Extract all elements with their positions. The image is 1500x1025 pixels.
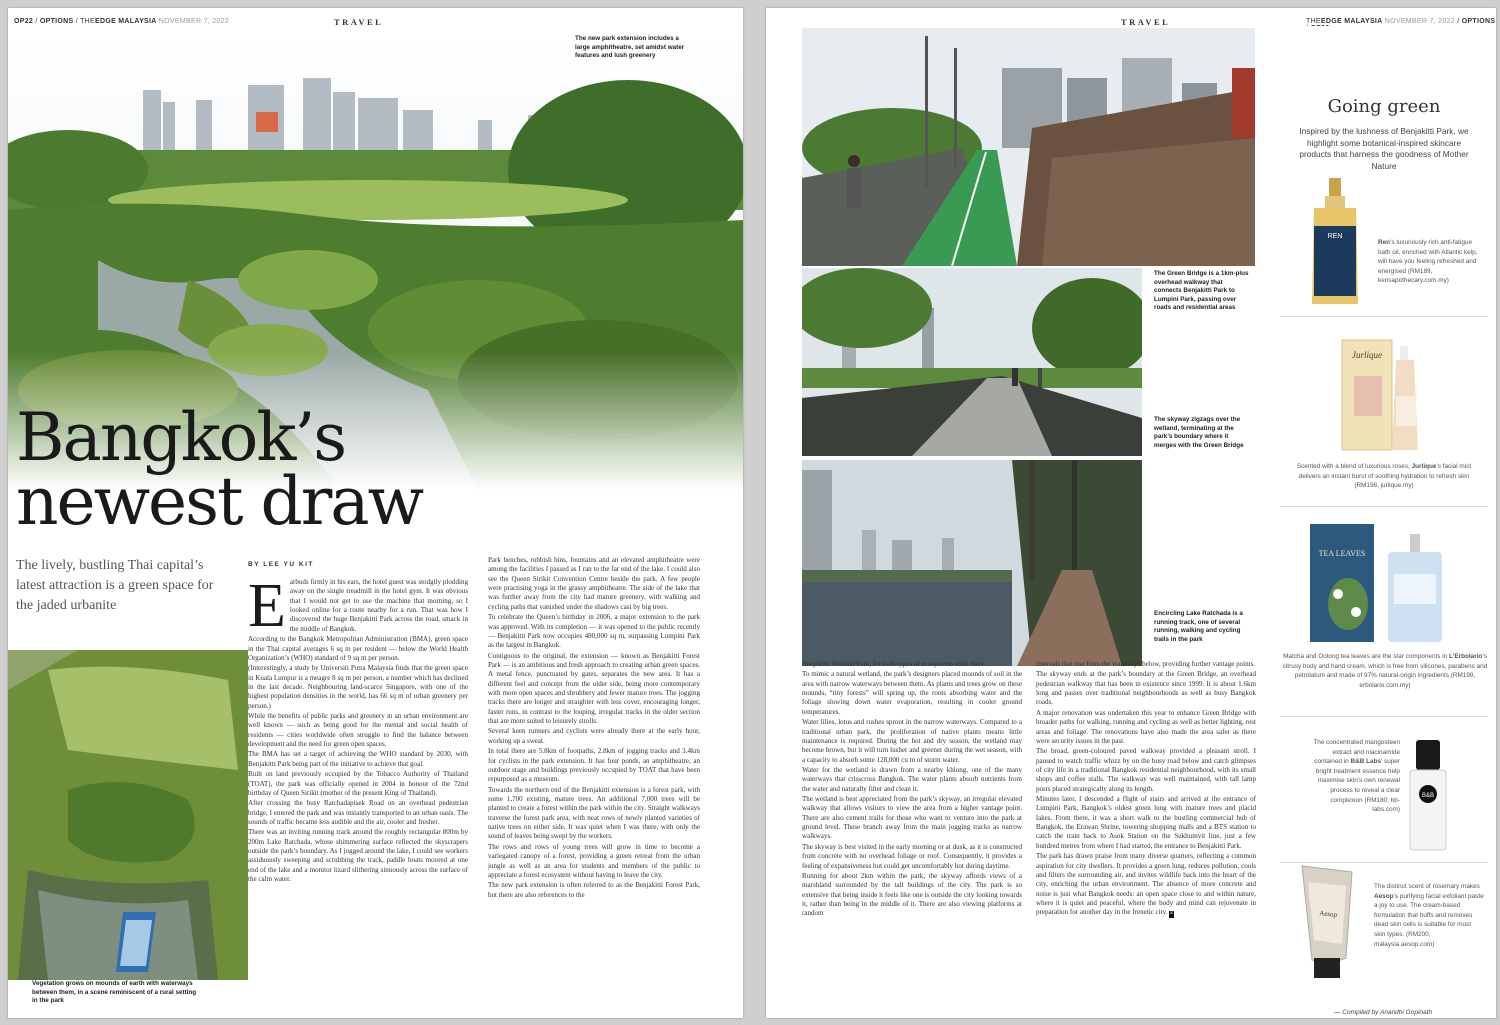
ren-label: REN xyxy=(1327,233,1343,240)
going-green-sidebar xyxy=(1274,26,1494,1016)
paragraph: The park has drawn praise from many diverse quarters, reflecting a common aspiration for city dwellers. It provides a green lung, reduces pollution, cools and filters the surrounding air, and invites wildlife back into the heart of the city, enriching the urban environment. The absence of more concrete and noise is just what Bangkok needs: an open space close to and within nature, where it is quiet and peaceful, where the body and mind can rejuvenate in preparation for another day in the frenetic city. E xyxy=(1036,852,1256,917)
sidebar-title: Going green xyxy=(1327,96,1441,117)
paragraph: The broad, green-coloured paved walkway provided a pleasant stroll. I paused to watch traffic whizz by on the busy road below and catch glimpses of city life in a traditional Bangkok residential neighbourhood, with its small shops and coffee stalls. The walkway was well maintained, with tall lamp posts placed strategically along its length. xyxy=(1036,747,1256,793)
folio-the: THE xyxy=(80,18,95,25)
paragraph: To mimic a natural wetland, the park’s designers placed mounds of soil in the area with narrow waterways between them. As plants and trees grow on these mounds, “tiny forests” will spring up, the roots absorbing water and the foliage slowing down water evaporation, resulting in cooler ground temperatures. xyxy=(802,670,1022,716)
paragraph: In total there are 5.8km of footpaths, 2.8km of jogging tracks and 3.4km for cyclists in the park extension. It has four ponds, an amphitheatre, an outdoor stage and buildings previously occupied by TOAT that have been repurposed as a museum. xyxy=(488,747,700,784)
folio-page-number: OP22 xyxy=(14,18,34,25)
drop-cap: E xyxy=(248,572,286,640)
folio-country: MALAYSIA xyxy=(1344,18,1383,25)
paragraph: Benjakitti Wetland Park, for both types of ecosystems exist there. xyxy=(802,660,987,668)
paragraph: Park benches, rubbish bins, fountains and an elevated amphitheatre were among the facilities I passed as I ran to the far end of the lake. I could also see the Queen Sirikit Convention Centre beside the park. A few people were practising yoga in the grassy amphitheatre. The side of the lake that was further away from the city had mature greenery, with walking and cycling paths that vanished under the shadows cast by big trees. xyxy=(488,556,700,611)
paragraph: Built on land previously occupied by the Tobacco Authority of Thailand (TOAT), the park was officially opened in 2004 in honour of the 72nd birthday of Queen Sirikit (mother of the present King of Thailand). xyxy=(248,770,468,797)
erbolario-cream-image xyxy=(1308,524,1458,644)
article-column-3 xyxy=(802,660,1022,920)
folio-section: OPTIONS xyxy=(1461,18,1496,25)
folio-section: OPTIONS xyxy=(39,18,74,25)
section-label: TRAVEL xyxy=(334,17,384,27)
paragraph: The skyway is best visited in the early morning or at dusk, as it is constructed from concrete with no overhead foliage or roof. Consequently, it provides a feeling of expansiveness but could get uncomfortably hot during daytime. xyxy=(802,842,1022,870)
folio-publication: EDGE xyxy=(95,18,117,25)
article-column-2 xyxy=(488,556,700,901)
byline: BY LEE YU KIT xyxy=(248,561,314,568)
ren-bottle-image xyxy=(1308,178,1362,308)
paragraph: Running for about 2km within the park, the skyway affords views of a marshland surrounded by the tall buildings of the city. The park is so extensive that being inside it feels like one is outside the city looking towards it, rather than being in the middle of it. There are also viewing platforms at random xyxy=(802,871,1022,918)
paragraph: Several keen runners and cyclists were already there at the early hour, working up a sweat. xyxy=(488,727,700,745)
paragraph: Earbuds firmly in his ears, the hotel guest was stodgily plodding away on the single treadmill in the hotel gym. It was obvious that I would not get to use the machine that morning, so I looked online for a route nearby for a run. That was how I discovered the huge Benjakitti Park across the road, smack in the middle of Bangkok. xyxy=(248,572,468,640)
lake-track-caption: Encircling Lake Ratchada is a running track, one of several running, walking and cycling trails in the park xyxy=(1154,610,1243,643)
headline-line-2: newest draw xyxy=(16,463,423,540)
article-column-4 xyxy=(1036,660,1256,919)
erbolario-label: TEA LEAVES xyxy=(1318,549,1366,558)
divider xyxy=(1280,506,1488,507)
paragraph: According to the Bangkok Metropolitan Administration (BMA), green space in the Thai capital averages 6 sq m per resident — below the World Health Organization’s (WHO) standard of 9 sq m per person. xyxy=(248,635,468,662)
paragraph: The wetland is best appreciated from the park’s skyway, an irregular elevated walkway that allows visitors to view the area from a higher vantage point. There are also cement trails for those who want to venture into the park at ground level. These branch away from the main jogging tracks as narrow walkways. xyxy=(802,795,1022,841)
aesop-label: Aesop xyxy=(1318,909,1338,919)
aesop-product-text: The distinct scent of rosemary makes Aesop’s purifying facial exfoliant paste a joy to use. The cream-based formulation that buffs and removes dead skin cells is suitable for most skin types. (RM200, malaysia.aesop.com) xyxy=(1374,883,1484,948)
ren-product-text: Ren’s luxuriously rich anti-fatigue bath oil, enriched with Atlantic kelp, will have you feeling refreshed and energised (RM189, kensapothecary.com.my) xyxy=(1378,239,1478,285)
headline-line-1: Bangkok’s xyxy=(16,399,346,476)
folio-publication: EDGE xyxy=(1320,18,1342,25)
bb-labs-serum-image xyxy=(1406,740,1450,852)
folio-the: THE xyxy=(1306,18,1321,25)
skyway-caption: The skyway zigzags over the wetland, terminating at the park’s boundary where it merges with the Green Bridge xyxy=(1154,416,1244,449)
divider xyxy=(1280,716,1488,717)
skyway-photo xyxy=(802,268,1142,456)
lake-track-photo xyxy=(802,460,1142,666)
paragraph: Minutes later, I descended a flight of stairs and arrived at the entrance of Lumpini Park, Bangkok’s oldest green lung with mature trees and placid lakes. From there, it was a short walk to the bustling commercial hub of Bangkok, the Erawan Shrine, towering shopping malls and a BTS station to catch the train back to Asok Station on the Sukhumvit line, just a few hundred metres from where I had started, the entrance to Benjakitti Park. xyxy=(1036,795,1256,850)
sidebar-credit: — Compiled by Anandhi Gopinath xyxy=(1334,1009,1433,1016)
paragraph: Water for the wetland is drawn from a nearby khlong, one of the many waterways that crisscross Bangkok. The water plants absorb nutrients from the water and naturally filter and clean it. xyxy=(802,765,1022,793)
erbolario-product-text: Matcha and Oolong tea leaves are the star components in L’Erbolario’s citrusy body and hand cream, which is free from silicones, parabens and petrolatum and made of 97% natural-origin ingredients (RM199, erbolario.com.my) xyxy=(1282,653,1488,689)
hero-photo-caption: The new park extension includes a large amphitheatre, set amidst water features and lush greenery xyxy=(575,35,685,59)
boat-photo-caption: Vegetation grows on mounds of earth with waterways between them, in a scene reminiscent of a rural setting in the park xyxy=(32,980,197,1004)
paragraph: The BMA has set a target of achieving the WHO standard by 2030, with Benjakitti Park being part of the initiative to achieve that goal. xyxy=(248,750,468,768)
green-bridge-photo xyxy=(802,28,1255,266)
folio-country: MALAYSIA xyxy=(118,18,157,25)
folio-date: NOVEMBER 7, 2022 xyxy=(1384,18,1455,25)
headline xyxy=(16,399,423,540)
left-page xyxy=(8,8,743,1018)
section-label: TRAVEL xyxy=(1121,17,1171,27)
paragraph: Water lilies, lotus and rushes sprout in the narrow waterways. Compared to a traditional urban park, the proliferation of native plants means little maintenance is required. During the hot and dry season, the wetland may become brown, but it will turn lusher and greener during the wet season, with a capacity to absorb some 128,000 cu m of storm water. xyxy=(802,718,1022,764)
paragraph: Towards the northern end of the Benjakitti extension is a forest park, with some 1,700 existing, mature trees. An additional 7,000 trees will be planted to create a forest within the park within the city. Straight walkways traverse the forest park area, with neat rows of newly planted varieties of native trees on either side. It was quiet when I was there, with only the sound of leaves being swept by the workers. xyxy=(488,785,700,841)
jurlique-mist-image xyxy=(1340,336,1440,456)
paragraph: The new park extension is often referred to as the Benjakitti Forest Park, but there are also references to the xyxy=(488,881,700,899)
right-folio: THEEDGE MALAYSIA NOVEMBER 7, 2022 / OPTIONS xyxy=(1306,18,1496,32)
paragraph: While the benefits of public parks and greenery in an urban environment are well known — such as being good for the mental and social health of residents — cities worldwide often struggle to find the balance between development and the need for green open spaces. xyxy=(248,712,468,749)
jurlique-label: Jurlique xyxy=(1352,350,1382,360)
aesop-exfoliant-image xyxy=(1296,862,1362,982)
folio-date: NOVEMBER 7, 2022 xyxy=(158,18,230,25)
paragraph: A major renovation was undertaken this year to enhance Green Bridge with broader paths for walking, running and cycling as well as better lighting, rest areas and foliage. The renovations have also made the area safer as there were security issues in the past. xyxy=(1036,708,1256,745)
paragraph: There was an inviting running track around the roughly rectangular 800m by 200m Lake Ratchada, whose shimmering surface reflected the skyscrapers outside the park’s boundary. As I jogged around the lake, I could see workers assiduously sweeping and scrubbing the track, paddle boats moored at one end of the lake and a monitor lizard slithering sinuously across the surface of the calm water. xyxy=(248,828,468,884)
standfirst: The lively, bustling Thai capital’s latest attraction is a green space for the jaded urbanite xyxy=(16,558,214,613)
right-page xyxy=(766,8,1496,1018)
article-column-1 xyxy=(248,572,468,886)
green-bridge-caption: The Green Bridge is a 1km-plus overhead walkway that connects Benjakitti Park to Lumpini Park, passing over roads and residential areas xyxy=(1154,270,1249,311)
paragraph: Contiguous to the original, the extension — known as Benjakitti Forest Park — is an ambitious and fresh approach to creating urban green spaces. A metal fence, punctuated by gates, separates the new area. It has a different feel and concept from the older side, being more contemporary with more open spaces and shrubbery and fewer mature trees. The jogging tracks there are longer and straighter with less cover, encouraging longer, faster runs, in contrast to the looping, irregular tracks in the older section that are more suited to leisurely strolls. xyxy=(488,651,700,726)
sidebar-intro: Inspired by the lushness of Benjakitti Park, we highlight some botanical-inspired skincare products that harness the goodness of Mother Nature xyxy=(1299,126,1469,171)
paragraph: After crossing the busy Ratchadapisek Road on an overhead pedestrian bridge, I entered the park and was instantly transported to an urban oasis. The sounds of traffic became less audible and the air, cooler and fresher. xyxy=(248,799,468,826)
divider xyxy=(1280,316,1488,317)
jurlique-product-text: Scented with a blend of luxurious roses, Jurlique’s facial mist delivers an instant burst of soothing hydration to refresh skin (RM198, jurlique.my) xyxy=(1296,463,1472,490)
boat-photo xyxy=(8,650,248,980)
paragraph: To celebrate the Queen’s birthday in 2006, a major extension to the park was approved. With its completion — it was opened to the public recently — Benjakitti Park now occupies 480,000 sq m, surpassing Lumpini Park as the largest in Bangkok. xyxy=(488,613,700,650)
left-folio: OP22 / OPTIONS / THEEDGE MALAYSIA NOVEMBER 7, 2022 xyxy=(14,18,230,25)
paragraph: (Interestingly, a study by Universiti Putra Malaysia finds that the green space in Kuala Lumpur is a meagre 8 sq m per person, a number which has declined in the last decade. Neighbouring land-scarce Singapore, with one of the highest population densities in the world, has 66 sq m of urban greenery per person.) xyxy=(248,664,468,710)
paragraph: The rows and rows of young trees will grow in time to become a variegated canopy of a forest, providing a green retreat from the urban jungle as well as an area for students and members of the public to appreciate a forest ecosystem without having to leave the city. xyxy=(488,842,700,879)
bb-labs-label: B&B xyxy=(1421,793,1435,799)
bb-labs-product-text: The concentrated mangosteen extract and niacinamide contained in B&B Labs’ super bright treatment essence help maximise skin’s own renewal process to reveal a clear complexion (RM180, bb-labs.com) xyxy=(1313,739,1400,814)
end-mark: E xyxy=(1170,911,1174,917)
paragraph: intervals that rise from the walkways below, providing further vantage points. xyxy=(1036,660,1256,668)
paragraph: The skyway ends at the park’s boundary at the Green Bridge, an overhead pedestrian walkway that has been in existence since 1999. It is about 1.6km long and passes over traditional neighbourhoods as well as busy Bangkok roads. xyxy=(1036,670,1256,707)
